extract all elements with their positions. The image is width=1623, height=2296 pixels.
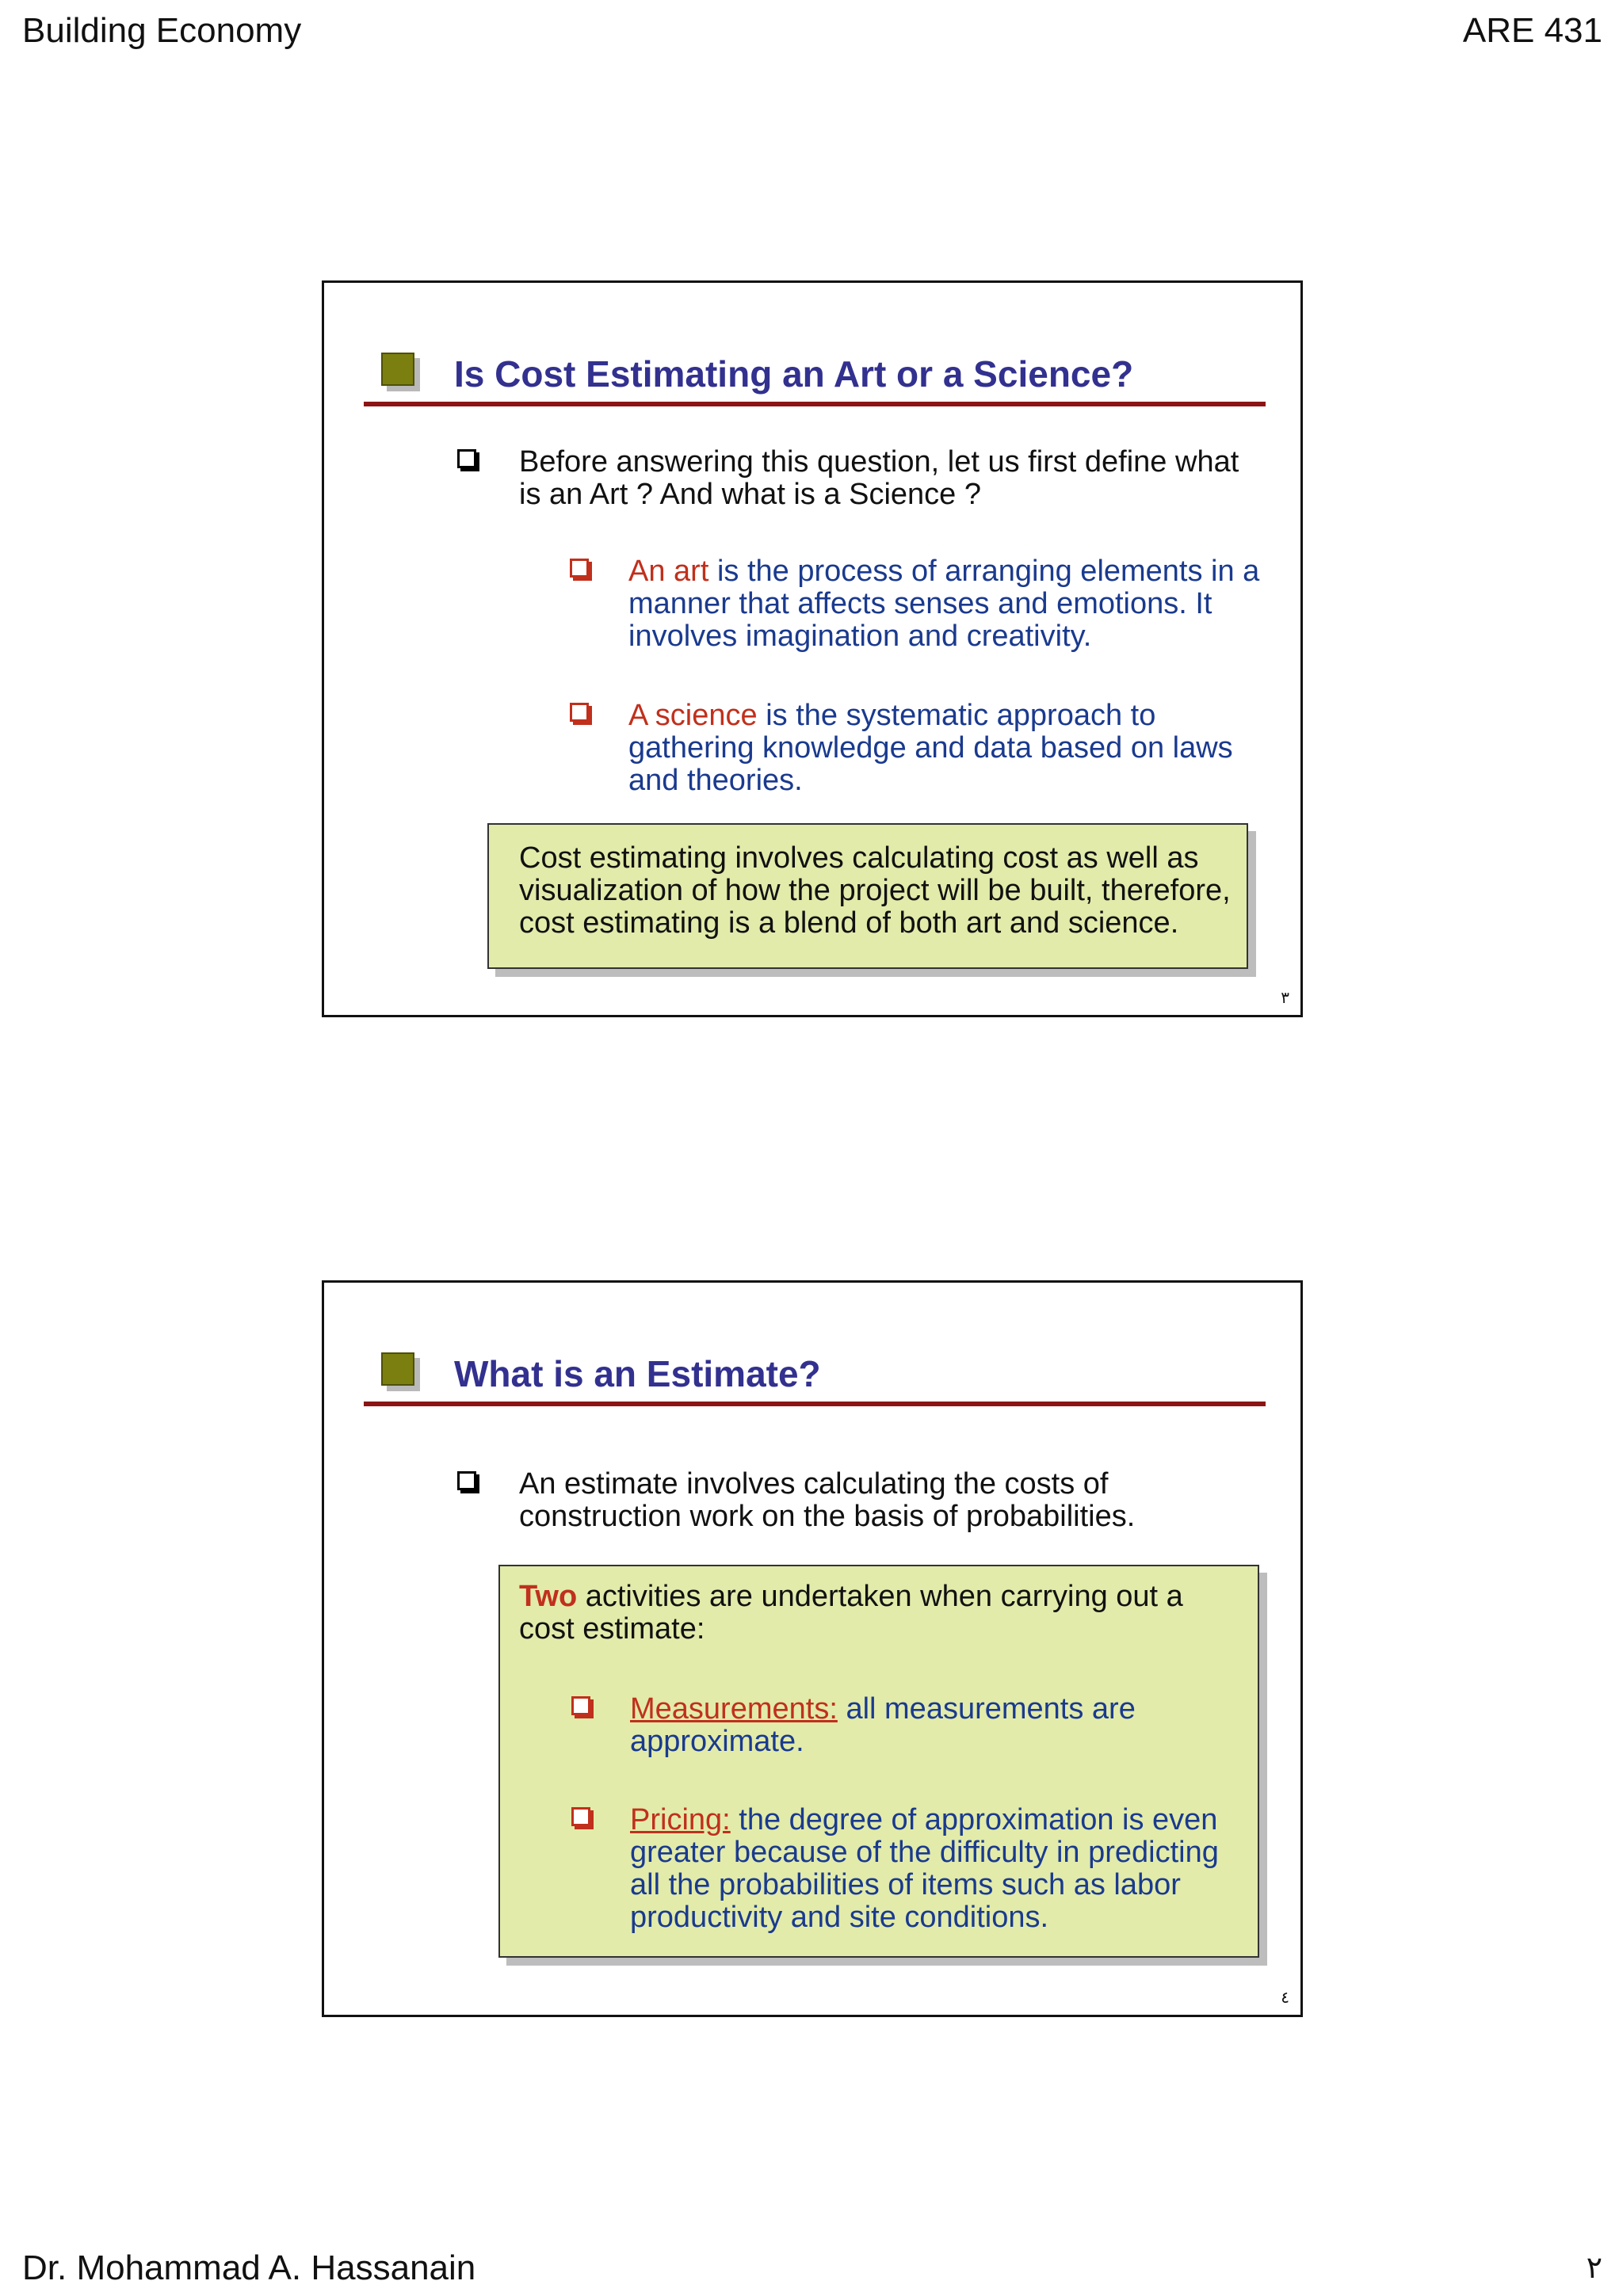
course-code: ARE 431	[1462, 11, 1602, 50]
slide-art-or-science	[322, 280, 1303, 1017]
pricing-text: the degree of approximation is even greater because of the difficulty in predicting all the probabilities of items such as labor productivity and site conditions.	[630, 1803, 1219, 1934]
slide-what-is-estimate	[322, 1280, 1303, 2017]
checkbox-bullet-icon	[571, 1696, 590, 1715]
term-measurements: Measurements:	[630, 1692, 838, 1726]
slide-number: ٣	[1281, 988, 1289, 1007]
checkbox-bullet-icon	[570, 703, 589, 722]
measurements-item	[630, 1693, 1232, 1758]
title-square-icon	[381, 353, 414, 386]
emphasis-two: Two	[519, 1580, 578, 1613]
course-title: Building Economy	[22, 11, 302, 50]
conclusion-text: Cost estimating involves calculating cost as well as visualization of how the project will be built, therefore, cost estimating is a blend of both art and science.	[519, 841, 1231, 940]
activities-lead	[519, 1581, 1240, 1646]
art-definition-text: is the process of arranging elements in a manner that affects senses and emotions. It involves imagination and creativity.	[628, 555, 1260, 653]
slide-number: ٤	[1281, 1988, 1289, 2007]
term-art: An art	[628, 555, 709, 588]
science-definition-text: is the systematic approach to gathering knowledge and data based on laws and theories.	[628, 699, 1233, 797]
conclusion-callout	[487, 823, 1248, 969]
title-divider	[364, 402, 1266, 406]
checkbox-bullet-icon	[457, 449, 476, 468]
checkbox-bullet-icon	[570, 559, 589, 578]
art-definition	[628, 555, 1262, 653]
pricing-item	[630, 1804, 1232, 1934]
term-pricing: Pricing:	[630, 1803, 731, 1836]
page-number: ٢	[1586, 2250, 1602, 2285]
science-definition	[628, 700, 1262, 797]
checkbox-bullet-icon	[571, 1807, 590, 1826]
measurements-text: all measurements are approximate.	[630, 1692, 1136, 1758]
author-name: Dr. Mohammad A. Hassanain	[22, 2248, 476, 2287]
term-science: A science	[628, 699, 758, 732]
checkbox-bullet-icon	[457, 1471, 476, 1490]
activities-lead-text: activities are undertaken when carrying out a cost estimate:	[519, 1580, 1183, 1646]
title-square-icon	[381, 1352, 414, 1386]
slide-title: What is an Estimate?	[454, 1353, 821, 1394]
slide-title: Is Cost Estimating an Art or a Science?	[454, 353, 1134, 395]
intro-paragraph: An estimate involves calculating the costs of construction work on the basis of probabilities.	[519, 1467, 1136, 1533]
activities-callout	[498, 1565, 1259, 1958]
intro-paragraph: Before answering this question, let us first define what is an Art ? And what is a Science ?	[519, 445, 1239, 511]
title-divider	[364, 1402, 1266, 1406]
